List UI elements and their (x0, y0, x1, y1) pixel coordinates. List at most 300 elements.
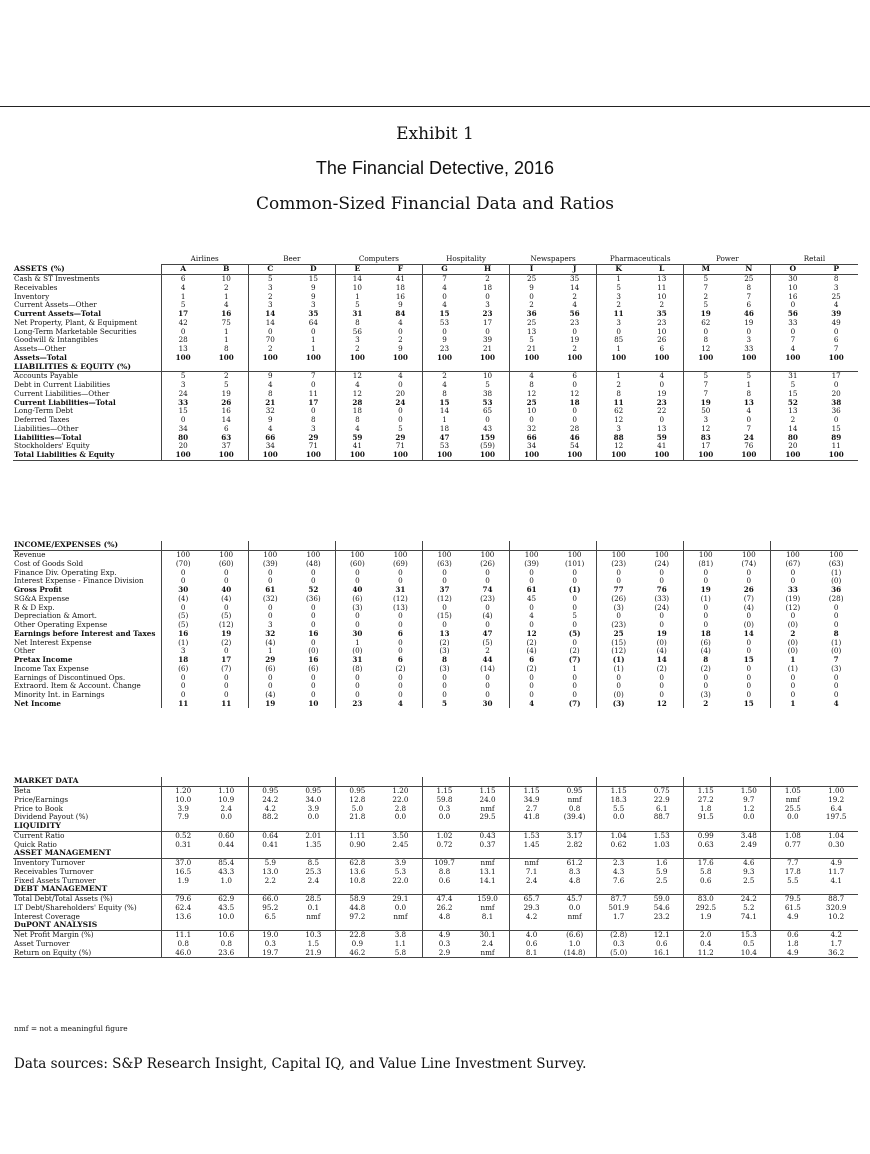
table-cell: 58.9 (335, 894, 379, 903)
table-cell (248, 849, 292, 858)
table-cell: 0 (485, 603, 490, 612)
table-cell (510, 849, 554, 858)
table-cell: 0 (510, 292, 554, 301)
table-cell: 0 (659, 612, 664, 621)
table-cell: (3) (831, 664, 842, 673)
table-cell: 24 (161, 390, 205, 399)
table-cell: 320.9 (825, 903, 847, 912)
table-cell: (19) (771, 595, 815, 604)
column-letter: G (422, 265, 466, 275)
table-cell: 0 (422, 577, 466, 586)
table-cell: 25.5 (771, 804, 815, 813)
table-cell: 1.10 (218, 786, 235, 796)
table-cell: (4) (656, 647, 667, 656)
table-row (13, 831, 858, 840)
table-cell (205, 822, 249, 831)
column-letter: K (597, 265, 641, 275)
table-cell: 31 (771, 372, 815, 381)
table-cell: 24.0 (479, 795, 496, 804)
table-cell: 66.0 (248, 894, 292, 903)
table-cell (335, 541, 379, 550)
table-cell: 0 (398, 612, 403, 621)
table-cell: 0 (223, 577, 229, 586)
table-cell: (0) (656, 638, 667, 647)
table-cell: 61.5 (771, 904, 815, 913)
table-cell: 65 (482, 407, 493, 416)
table-cell (466, 541, 510, 550)
table-cell: 14 (743, 629, 754, 638)
table-cell (553, 849, 597, 858)
table-cell: 32 (510, 425, 554, 434)
table-cell: 12 (684, 425, 728, 434)
table-cell: (39) (248, 560, 292, 569)
table-cell: 89 (831, 433, 842, 442)
table-cell: (24) (654, 603, 670, 612)
table-cell: 0 (746, 577, 752, 586)
table-cell: (1) (597, 665, 641, 674)
table-row (13, 550, 858, 559)
table-cell (597, 849, 641, 858)
table-row (13, 682, 858, 691)
table-cell: 54.6 (653, 903, 670, 912)
table-cell: 1.15 (510, 786, 554, 795)
table-cell: 5 (572, 612, 577, 621)
table-cell: 10 (510, 407, 554, 416)
table-cell: 28 (161, 336, 205, 345)
table-cell: 0 (161, 327, 205, 336)
table-cell: nmf (567, 912, 582, 921)
table-cell: 10.6 (218, 930, 235, 940)
table-cell: 0.6 (510, 940, 554, 949)
table-cell: 36.2 (814, 948, 858, 957)
table-cell: 4 (248, 425, 292, 434)
table-cell: 44 (482, 655, 493, 665)
table-cell: 62.8 (335, 858, 379, 867)
table-cell: 43 (482, 424, 493, 433)
table-cell: 0.95 (335, 786, 379, 795)
row-label: Cash & ST Investments (14, 274, 100, 284)
column-letter: D (292, 265, 336, 275)
table-cell: (14) (480, 664, 495, 673)
table-cell: 47 (422, 433, 466, 442)
table-cell: 88.7 (828, 894, 845, 904)
table-cell: 15 (161, 407, 205, 416)
table-cell: nmf (466, 948, 510, 957)
table-cell: 0.6 (422, 876, 466, 885)
table-cell: 9 (398, 301, 403, 310)
table-cell: 7 (684, 381, 728, 390)
table-cell: 6 (397, 655, 403, 665)
table-cell: 0 (572, 327, 577, 336)
table-cell: 0.4 (684, 940, 728, 949)
section-header-row (13, 849, 858, 858)
section-header-row (13, 921, 858, 930)
table-cell: 0.0 (394, 813, 407, 822)
table-cell: 4 (510, 612, 554, 621)
table-cell (422, 885, 466, 894)
table-row (13, 940, 858, 949)
table-cell: 23 (570, 318, 580, 327)
table-cell: 17 (684, 442, 728, 451)
table-cell: 2.8 (394, 804, 407, 813)
table-cell: 1.03 (653, 840, 670, 849)
section-header-row (13, 541, 858, 550)
table-cell: 1.20 (161, 786, 205, 795)
table-cell: 23.2 (653, 912, 670, 921)
table-cell: 66 (248, 433, 292, 442)
table-row (13, 390, 858, 399)
table-cell: 19 (684, 310, 728, 319)
table-cell: 100 (379, 451, 423, 460)
table-cell: 0 (335, 621, 379, 630)
table-cell: 30.1 (479, 930, 496, 940)
table-row (13, 595, 858, 604)
table-cell: 0 (659, 568, 664, 577)
column-letter: C (248, 265, 292, 275)
table-cell: 74.1 (740, 912, 757, 921)
table-cell: 26 (743, 585, 754, 595)
table-cell: 1.8 (684, 804, 728, 813)
table-cell: 18 (335, 407, 379, 416)
table-cell: 0 (311, 327, 316, 336)
row-label: DEBT MANAGEMENT (13, 885, 161, 894)
table-cell: 0 (659, 682, 664, 691)
table-cell: 0 (398, 568, 403, 577)
table-cell (684, 921, 728, 930)
table-cell: 0 (398, 620, 403, 630)
table-cell (335, 921, 379, 930)
table-cell: 0.1 (307, 903, 320, 912)
table-cell: 0.63 (684, 840, 728, 849)
balance-sheet-table (13, 254, 858, 461)
table-cell: 0 (833, 620, 839, 630)
table-cell: 100 (829, 550, 844, 560)
table-cell: 74 (482, 585, 493, 595)
row-label: Total Liabilities & Equity (13, 451, 161, 460)
table-cell: (36) (305, 594, 321, 603)
table-cell: 0.30 (828, 840, 845, 849)
table-cell: 1.9 (684, 912, 728, 921)
table-cell: 16 (221, 407, 231, 416)
table-cell: 33 (161, 398, 205, 407)
table-cell: 1.45 (510, 840, 554, 849)
table-cell: 0.0 (597, 813, 641, 822)
table-cell: (26) (597, 595, 641, 604)
section-header-row (13, 265, 858, 275)
row-label: Current Ratio (14, 831, 65, 840)
table-cell: 3 (248, 621, 292, 630)
table-cell: (2) (395, 664, 406, 673)
table-cell: 9 (422, 336, 466, 345)
table-cell: 11.7 (828, 867, 845, 876)
table-cell: 159.0 (477, 894, 498, 904)
table-cell: 10 (221, 274, 231, 284)
table-row (13, 319, 858, 328)
row-label: Current Liabilities—Total (14, 398, 116, 407)
table-cell: (5.0) (597, 948, 641, 957)
table-cell: (74) (741, 559, 757, 568)
table-cell (379, 541, 423, 550)
table-cell (292, 362, 336, 371)
table-cell: 23 (656, 398, 667, 407)
table-cell: (13) (393, 603, 408, 612)
table-cell: 29.3 (510, 904, 554, 913)
row-label: Inventory Turnover (14, 858, 85, 868)
table-cell: 4.9 (830, 858, 842, 868)
table-cell: 0.95 (566, 786, 583, 796)
table-cell: (2) (684, 665, 728, 674)
section-header-row (13, 885, 858, 894)
table-cell: 4.8 (568, 876, 581, 885)
row-label: Price to Book (14, 804, 63, 813)
table-cell: 16 (308, 629, 319, 638)
table-cell: 85.4 (218, 858, 235, 868)
table-cell: (6) (161, 665, 205, 674)
table-cell: 46 (743, 309, 754, 319)
table-row (13, 433, 858, 442)
table-cell: 2 (223, 283, 229, 292)
table-cell: 0 (161, 416, 205, 425)
table-cell: 84 (395, 309, 406, 319)
table-cell: 100 (161, 354, 205, 363)
table-cell: 1.2 (743, 804, 755, 813)
table-cell: 1.53 (653, 831, 670, 840)
table-cell: 7 (746, 424, 752, 433)
table-cell: 23 (482, 309, 493, 319)
table-cell: (1) (568, 585, 581, 595)
table-cell: 83 (684, 433, 728, 442)
row-label: Debt in Current Liabilities (14, 380, 111, 390)
table-cell: 16.1 (640, 948, 684, 957)
table-cell: 4 (223, 301, 229, 310)
table-cell: 0 (510, 603, 554, 612)
table-cell: 100 (335, 550, 379, 559)
row-label: Pretax Income (14, 655, 73, 665)
table-cell (727, 885, 771, 894)
table-cell: 12 (510, 630, 554, 639)
table-cell: 66 (510, 433, 554, 442)
table-cell: 3 (248, 284, 292, 293)
table-cell: 13.6 (335, 868, 379, 877)
table-cell: 6.5 (248, 912, 292, 921)
table-cell: 34.9 (510, 796, 554, 805)
table-cell: 13 (657, 424, 667, 433)
table-cell: (15) (597, 638, 641, 647)
table-cell: (26) (480, 559, 495, 568)
table-cell: 0.0 (394, 903, 407, 912)
table-cell: 0 (597, 682, 641, 691)
table-cell: 100 (510, 354, 554, 363)
table-cell: 10 (308, 699, 319, 708)
row-label: Total Debt/Total Assets (%) (14, 894, 113, 904)
table-cell: 0.95 (305, 786, 322, 796)
table-cell: nmf (480, 858, 495, 868)
table-cell: 34.0 (305, 795, 322, 804)
table-cell: 59.0 (653, 894, 670, 904)
table-cell (422, 921, 466, 930)
table-cell: 17 (831, 371, 841, 381)
section-header-row (13, 777, 858, 786)
table-cell: 4.6 (743, 858, 755, 868)
row-label: Current Assets—Total (14, 309, 101, 319)
table-cell: 1.02 (422, 831, 466, 840)
table-cell (814, 885, 858, 894)
table-cell: 3 (485, 301, 490, 310)
table-cell: 1 (572, 664, 577, 673)
table-cell (684, 362, 728, 371)
industry-header: Hospitality (422, 254, 509, 265)
table-cell: 100 (741, 353, 757, 362)
table-cell: 25 (744, 274, 754, 284)
table-cell: 2 (684, 700, 728, 709)
table-cell: 14 (221, 415, 231, 425)
table-cell: 0 (597, 673, 641, 682)
table-cell: 4 (833, 699, 839, 708)
table-cell: 25 (597, 630, 641, 639)
table-cell: 28 (335, 398, 379, 407)
table-cell: 77 (597, 586, 641, 595)
table-cell (292, 921, 336, 930)
table-cell: 100 (161, 550, 205, 559)
table-cell (727, 362, 771, 371)
table-cell: 4.1 (830, 876, 842, 885)
table-cell: 1.9 (161, 876, 205, 885)
table-cell: 9 (510, 284, 554, 293)
table-cell: 8.3 (568, 867, 581, 876)
table-row (13, 656, 858, 665)
table-cell: 0.9 (335, 940, 379, 949)
table-cell: 5 (223, 380, 229, 390)
table-cell (640, 777, 684, 786)
table-cell: 37.0 (161, 858, 205, 867)
table-cell: 0 (311, 407, 316, 416)
table-cell: (60) (335, 560, 379, 569)
table-cell (466, 822, 510, 831)
table-cell: (67) (771, 560, 815, 569)
row-label: LT Debt/Shareholders' Equity (%) (14, 903, 137, 912)
table-cell: 19 (684, 398, 728, 407)
table-cell: 0 (485, 577, 490, 586)
table-cell (771, 541, 815, 550)
table-cell: 4 (510, 700, 554, 709)
table-cell: 37 (422, 586, 466, 595)
table-cell (205, 777, 249, 786)
table-cell: 0 (422, 327, 466, 336)
table-cell: 22.0 (392, 795, 409, 804)
column-letter: O (771, 265, 815, 275)
table-cell: 0 (659, 380, 665, 390)
table-cell: (1) (684, 595, 728, 604)
table-cell: 34 (161, 425, 205, 434)
table-cell: 8 (422, 390, 466, 399)
table-cell (553, 822, 597, 831)
table-cell: 0 (510, 673, 554, 682)
table-cell: 0.95 (248, 786, 292, 795)
table-cell: 100 (727, 451, 771, 460)
table-cell: 88.7 (653, 813, 670, 822)
table-cell: 4 (335, 381, 379, 390)
table-cell: 100 (161, 451, 205, 460)
row-label: LIQUIDITY (13, 822, 161, 831)
table-cell: 18 (161, 656, 205, 665)
table-cell: 42 (161, 319, 205, 328)
table-cell: 6.4 (830, 804, 842, 813)
table-cell: 87.7 (597, 894, 641, 903)
table-cell: 33 (771, 319, 815, 328)
table-cell (597, 777, 641, 786)
table-cell: (3) (422, 647, 466, 656)
table-cell (727, 921, 771, 930)
table-row (13, 398, 858, 407)
table-cell: 80 (161, 433, 205, 442)
table-cell: 9 (398, 344, 403, 354)
table-cell: (33) (654, 594, 670, 603)
table-cell: 1.0 (568, 939, 581, 948)
table-cell: 8 (223, 344, 229, 354)
table-cell: (12) (422, 595, 466, 604)
table-cell: 56 (569, 309, 580, 319)
table-cell: 34 (248, 442, 292, 451)
table-cell: 1.50 (740, 786, 757, 796)
table-cell: 35 (308, 309, 319, 319)
table-cell (727, 541, 771, 550)
table-cell: 19 (248, 700, 292, 709)
table-cell (422, 849, 466, 858)
table-cell: 7 (833, 344, 839, 354)
section-header-row (13, 822, 858, 831)
table-cell: 100 (567, 550, 582, 560)
table-cell: 5.5 (597, 804, 641, 813)
table-cell: 15 (308, 274, 318, 284)
table-cell: 23 (657, 318, 667, 327)
table-cell: 0.75 (653, 786, 670, 796)
table-cell: 14 (656, 655, 667, 665)
table-cell: 24 (743, 433, 754, 442)
table-cell: 31 (335, 310, 379, 319)
table-cell: 14 (570, 283, 580, 292)
table-cell: 100 (466, 451, 510, 460)
table-cell (161, 777, 205, 786)
table-cell: 36 (510, 310, 554, 319)
table-cell: 0 (510, 577, 554, 586)
table-cell (640, 822, 684, 831)
table-cell: 0 (572, 682, 577, 691)
table-cell: (69) (393, 559, 408, 568)
table-cell: 1 (597, 274, 641, 283)
table-cell: 6 (397, 629, 403, 638)
column-letter: M (684, 265, 728, 275)
table-cell: 0.6 (771, 930, 815, 939)
table-cell: 100 (567, 353, 583, 362)
ratios-table (13, 777, 858, 958)
table-cell: 0 (161, 673, 205, 682)
table-cell: 0.3 (422, 940, 466, 949)
table-row (13, 948, 858, 957)
table-cell: 100 (640, 451, 684, 460)
table-cell: 41 (395, 274, 406, 284)
row-label: Finance Div. Operating Exp. (14, 568, 117, 577)
table-cell: 62.4 (161, 904, 205, 913)
table-cell: 7.1 (510, 868, 554, 877)
table-cell: 35 (570, 274, 580, 284)
table-cell: 4.2 (830, 930, 842, 940)
row-label: Net Property, Plant, & Equipment (14, 318, 138, 327)
industry-header: Airlines (161, 254, 248, 265)
table-cell: (1) (771, 665, 815, 674)
table-cell: 1.04 (597, 831, 641, 840)
table-cell: 17 (308, 398, 319, 407)
table-cell: (2) (656, 664, 667, 673)
